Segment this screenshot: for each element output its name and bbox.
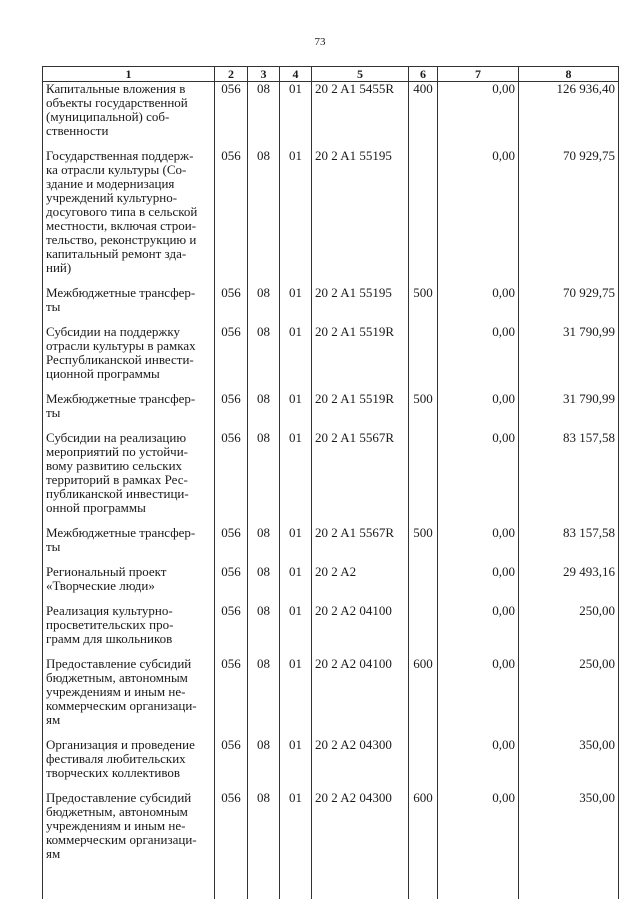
cell-col-2: 056: [215, 526, 248, 565]
cell-col-6: [409, 431, 438, 526]
empty-cell: [438, 872, 519, 899]
cell-col-4: 01: [280, 604, 312, 657]
cell-col-6: 500: [409, 286, 438, 325]
cell-col-8: 250,00: [519, 657, 619, 738]
row-name-line: Межбюджетные трансфер-: [46, 526, 196, 540]
empty-cell: [519, 872, 619, 899]
column-header: 4: [280, 67, 312, 82]
cell-col-2: 056: [215, 791, 248, 872]
cell-col-8: 83 157,58: [519, 431, 619, 526]
row-name-line: досугового типа в сельской: [46, 204, 198, 219]
cell-col-5: 20 2 A2 04300: [312, 738, 409, 791]
cell-col-3: 08: [248, 604, 280, 657]
row-name-line: тельство, реконструкцию и: [46, 232, 197, 247]
cell-col-6: [409, 738, 438, 791]
row-name-line: (муниципальной) соб-: [46, 109, 170, 124]
cell-col-3: 08: [248, 82, 280, 150]
row-name-line: здание и модернизация: [46, 176, 175, 191]
table-row: [43, 431, 619, 526]
table-row: [43, 738, 619, 791]
cell-col-2: 056: [215, 286, 248, 325]
cell-col-6: [409, 325, 438, 392]
cell-col-5: 20 2 A2 04100: [312, 604, 409, 657]
row-name-line: Предоставление субсидий: [46, 657, 192, 671]
cell-col-7: 0,00: [438, 431, 519, 526]
cell-col-5: 20 2 A2: [312, 565, 409, 604]
row-name-line: ты: [46, 299, 61, 314]
empty-cell: [409, 872, 438, 899]
cell-col-3: 08: [248, 325, 280, 392]
cell-col-5: 20 2 A1 5455R: [312, 82, 409, 150]
row-name-line: публиканской инвестици-: [46, 486, 189, 501]
table-row: [43, 791, 619, 872]
cell-col-7: 0,00: [438, 82, 519, 150]
cell-col-2: 056: [215, 565, 248, 604]
cell-col-3: 08: [248, 286, 280, 325]
cell-col-8: 70 929,75: [519, 149, 619, 286]
row-name-cell: [43, 82, 215, 150]
cell-col-4: 01: [280, 149, 312, 286]
row-name-line: ний): [46, 260, 72, 275]
row-name-cell: [43, 526, 215, 565]
row-name-line: ям: [46, 846, 61, 861]
cell-col-2: 056: [215, 431, 248, 526]
table-row: [43, 604, 619, 657]
row-name-line: ты: [46, 539, 61, 554]
row-name-line: коммерческим организаци-: [46, 832, 197, 847]
cell-col-8: 83 157,58: [519, 526, 619, 565]
row-name-line: фестиваля любительских: [46, 751, 186, 766]
row-name-line: «Творческие люди»: [46, 578, 155, 593]
row-name-line: учреждениям и иным не-: [46, 684, 186, 699]
row-name-line: онной программы: [46, 500, 146, 515]
row-name-line: учреждениям и иным не-: [46, 818, 186, 833]
cell-col-6: 600: [409, 791, 438, 872]
row-name-line: ственности: [46, 123, 109, 138]
row-name-line: Региональный проект: [46, 565, 167, 579]
cell-col-4: 01: [280, 325, 312, 392]
cell-col-8: 70 929,75: [519, 286, 619, 325]
row-name-line: Субсидии на реализацию: [46, 431, 187, 445]
table-row: [43, 286, 619, 325]
column-header: 1: [43, 67, 215, 82]
cell-col-6: 600: [409, 657, 438, 738]
cell-col-6: [409, 604, 438, 657]
cell-col-3: 08: [248, 526, 280, 565]
row-name-line: ям: [46, 712, 61, 727]
row-name-cell: [43, 791, 215, 872]
row-name-line: коммерческим организаци-: [46, 698, 197, 713]
cell-col-3: 08: [248, 657, 280, 738]
row-name-line: территорий в рамках Рес-: [46, 472, 188, 487]
column-header: 7: [438, 67, 519, 82]
cell-col-8: 31 790,99: [519, 325, 619, 392]
row-name-line: Капитальные вложения в: [46, 81, 186, 96]
cell-col-4: 01: [280, 657, 312, 738]
row-name-line: бюджетным, автономным: [46, 804, 188, 819]
cell-col-7: 0,00: [438, 325, 519, 392]
row-name-cell: [43, 325, 215, 392]
cell-col-4: 01: [280, 286, 312, 325]
row-name-line: объекты государственной: [46, 95, 188, 110]
cell-col-2: 056: [215, 738, 248, 791]
cell-col-7: 0,00: [438, 738, 519, 791]
cell-col-4: 01: [280, 738, 312, 791]
row-name-line: отрасли культуры в рамках: [46, 338, 196, 353]
cell-col-2: 056: [215, 604, 248, 657]
cell-col-7: 0,00: [438, 604, 519, 657]
cell-col-5: 20 2 A1 55195: [312, 149, 409, 286]
budget-table: [42, 66, 619, 899]
row-name-line: творческих коллективов: [46, 765, 181, 780]
empty-cell: [312, 872, 409, 899]
cell-col-4: 01: [280, 431, 312, 526]
row-name-cell: [43, 286, 215, 325]
cell-col-2: 056: [215, 82, 248, 150]
cell-col-5: 20 2 A1 5519R: [312, 392, 409, 431]
table-row: [43, 565, 619, 604]
cell-col-8: 350,00: [519, 738, 619, 791]
row-name-line: вому развитию сельских: [46, 458, 183, 473]
table-row: [43, 325, 619, 392]
cell-col-6: 400: [409, 82, 438, 150]
row-name-cell: [43, 738, 215, 791]
row-name-cell: [43, 657, 215, 738]
column-header: 5: [312, 67, 409, 82]
cell-col-2: 056: [215, 325, 248, 392]
cell-col-7: 0,00: [438, 149, 519, 286]
row-name-line: капитальный ремонт зда-: [46, 246, 187, 261]
cell-col-5: 20 2 A1 55195: [312, 286, 409, 325]
cell-col-7: 0,00: [438, 392, 519, 431]
cell-col-6: 500: [409, 526, 438, 565]
cell-col-6: [409, 565, 438, 604]
cell-col-7: 0,00: [438, 657, 519, 738]
cell-col-4: 01: [280, 565, 312, 604]
empty-cell: [280, 872, 312, 899]
row-name-line: местности, включая строи-: [46, 218, 197, 233]
cell-col-7: 0,00: [438, 526, 519, 565]
cell-col-8: 350,00: [519, 791, 619, 872]
cell-col-5: 20 2 A1 5567R: [312, 431, 409, 526]
row-name-line: мероприятий по устойчи-: [46, 444, 189, 459]
row-name-line: учреждений культурно-: [46, 190, 178, 205]
empty-cell: [43, 872, 215, 899]
row-name-line: бюджетным, автономным: [46, 670, 188, 685]
row-name-cell: [43, 149, 215, 286]
row-name-line: Республиканской инвести-: [46, 352, 194, 367]
empty-cell: [215, 872, 248, 899]
row-name-line: Межбюджетные трансфер-: [46, 286, 196, 300]
cell-col-3: 08: [248, 431, 280, 526]
cell-col-6: 500: [409, 392, 438, 431]
row-name-line: Предоставление субсидий: [46, 791, 192, 805]
row-name-line: ты: [46, 405, 61, 420]
cell-col-6: [409, 149, 438, 286]
column-header: 2: [215, 67, 248, 82]
cell-col-5: 20 2 A2 04100: [312, 657, 409, 738]
cell-col-4: 01: [280, 526, 312, 565]
row-name-line: просветительских про-: [46, 617, 174, 632]
row-name-line: Межбюджетные трансфер-: [46, 392, 196, 406]
cell-col-5: 20 2 A2 04300: [312, 791, 409, 872]
cell-col-8: 250,00: [519, 604, 619, 657]
cell-col-4: 01: [280, 82, 312, 150]
row-name-line: грамм для школьников: [46, 631, 173, 646]
table-row: [43, 392, 619, 431]
table-continuation: [43, 872, 619, 899]
cell-col-3: 08: [248, 392, 280, 431]
column-header: 3: [248, 67, 280, 82]
row-name-cell: [43, 565, 215, 604]
cell-col-3: 08: [248, 565, 280, 604]
row-name-line: Реализация культурно-: [46, 604, 173, 618]
cell-col-7: 0,00: [438, 565, 519, 604]
row-name-line: Организация и проведение: [46, 738, 195, 752]
row-name-cell: [43, 604, 215, 657]
cell-col-5: 20 2 A1 5519R: [312, 325, 409, 392]
cell-col-4: 01: [280, 791, 312, 872]
empty-cell: [248, 872, 280, 899]
row-name-line: Государственная поддерж-: [46, 149, 194, 163]
table-row: [43, 526, 619, 565]
cell-col-3: 08: [248, 791, 280, 872]
row-name-line: Субсидии на поддержку: [46, 325, 180, 339]
page-number: 73: [314, 36, 326, 48]
cell-col-3: 08: [248, 738, 280, 791]
cell-col-7: 0,00: [438, 791, 519, 872]
table-row: [43, 657, 619, 738]
cell-col-8: 29 493,16: [519, 565, 619, 604]
row-name-line: ционной программы: [46, 366, 160, 381]
row-name-line: ка отрасли культуры (Со-: [46, 162, 187, 177]
cell-col-7: 0,00: [438, 286, 519, 325]
cell-col-5: 20 2 A1 5567R: [312, 526, 409, 565]
cell-col-4: 01: [280, 392, 312, 431]
cell-col-2: 056: [215, 149, 248, 286]
table-header-row: [43, 67, 619, 82]
cell-col-3: 08: [248, 149, 280, 286]
cell-col-8: 31 790,99: [519, 392, 619, 431]
row-name-cell: [43, 392, 215, 431]
table-row: [43, 149, 619, 286]
cell-col-2: 056: [215, 392, 248, 431]
cell-col-8: 126 936,40: [519, 82, 619, 150]
cell-col-2: 056: [215, 657, 248, 738]
column-header: 8: [519, 67, 619, 82]
column-header: 6: [409, 67, 438, 82]
table-row: [43, 82, 619, 150]
row-name-cell: [43, 431, 215, 526]
